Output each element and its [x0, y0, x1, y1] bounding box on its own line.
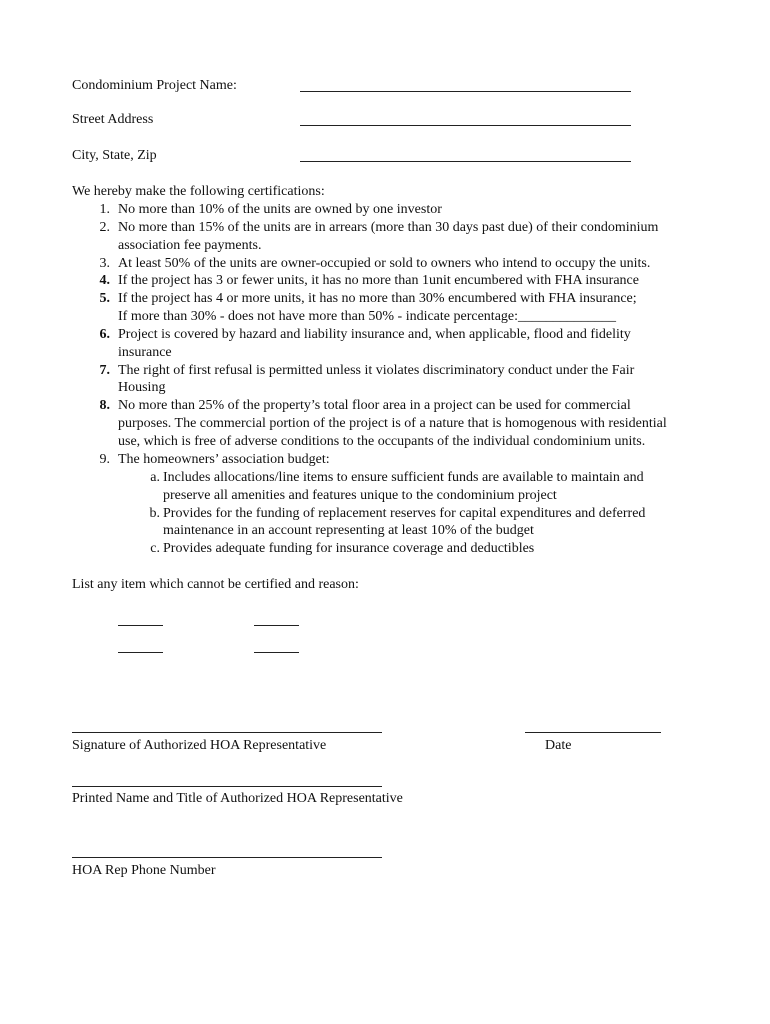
- subitem-text: Provides for the funding of replacement reserves for capital expenditures and deferred: [163, 506, 646, 521]
- subitem-letter: b.: [149, 506, 160, 521]
- item-text: association fee payments.: [118, 238, 262, 253]
- date-label: Date: [545, 738, 572, 753]
- certifications-intro: We hereby make the following certifications:: [72, 184, 325, 199]
- date-field[interactable]: [525, 732, 661, 733]
- street-address-label: Street Address: [72, 112, 154, 127]
- subitem-text: maintenance in an account representing at least 10% of the budget: [163, 523, 534, 538]
- exception-reason-field[interactable]: [254, 625, 299, 626]
- exception-reason-field[interactable]: [254, 652, 299, 653]
- phone-label: HOA Rep Phone Number: [72, 863, 216, 878]
- item-number: 6.: [99, 327, 110, 342]
- exceptions-label: List any item which cannot be certified and reason:: [72, 577, 359, 592]
- item-text: use, which is free of adverse conditions to the occupants of the individual condominium units.: [118, 434, 646, 449]
- signature-label: Signature of Authorized HOA Representative: [72, 738, 327, 753]
- subitem-letter: a.: [150, 470, 160, 485]
- subitem-letter: c.: [150, 541, 160, 556]
- item-number: 3.: [99, 256, 110, 271]
- item-text: No more than 15% of the units are in arrears (more than 30 days past due) of their condominium: [118, 220, 659, 235]
- item-text: The right of first refusal is permitted unless it violates discriminatory conduct under the Fair: [118, 363, 635, 378]
- street-address-field[interactable]: [300, 125, 631, 126]
- signature-field[interactable]: [72, 732, 382, 733]
- item-text: purposes. The commercial portion of the project is of a nature that is homogenous with residential: [118, 416, 667, 431]
- item-text: insurance: [118, 345, 172, 360]
- item-number: 5.: [99, 291, 110, 306]
- percentage-field[interactable]: If more than 30% - does not have more than 50% - indicate percentage:______________: [118, 309, 617, 324]
- item-number: 1.: [99, 202, 110, 217]
- subitem-text: Includes allocations/line items to ensure sufficient funds are available to maintain and: [163, 470, 644, 485]
- item-text: No more than 25% of the property’s total floor area in a project can be used for commercial: [118, 398, 631, 413]
- item-number: 2.: [99, 220, 110, 235]
- city-state-zip-field[interactable]: [300, 161, 631, 162]
- exception-item-field[interactable]: [118, 625, 163, 626]
- printed-name-label: Printed Name and Title of Authorized HOA Representative: [72, 791, 403, 806]
- exception-item-field[interactable]: [118, 652, 163, 653]
- item-number: 8.: [99, 398, 110, 413]
- item-text: Housing: [118, 380, 166, 395]
- item-text: If the project has 4 or more units, it has no more than 30% encumbered with FHA insurance;: [118, 291, 637, 306]
- item-number: 9.: [99, 452, 110, 467]
- phone-field[interactable]: [72, 857, 382, 858]
- subitem-text: Provides adequate funding for insurance coverage and deductibles: [163, 541, 535, 556]
- city-state-zip-label: City, State, Zip: [72, 148, 157, 163]
- project-name-field[interactable]: [300, 91, 631, 92]
- item-number: 4.: [99, 273, 110, 288]
- printed-name-field[interactable]: [72, 786, 382, 787]
- subitem-text: preserve all amenities and features unique to the condominium project: [163, 488, 557, 503]
- item-text: If the project has 3 or fewer units, it has no more than 1unit encumbered with FHA insurance: [118, 273, 639, 288]
- item-text: No more than 10% of the units are owned by one investor: [118, 202, 442, 217]
- item-text: Project is covered by hazard and liability insurance and, when applicable, flood and fidelity: [118, 327, 631, 342]
- project-name-label: Condominium Project Name:: [72, 78, 237, 93]
- item-text: At least 50% of the units are owner-occupied or sold to owners who intend to occupy the units.: [118, 256, 651, 271]
- item-number: 7.: [99, 363, 110, 378]
- item-text: The homeowners’ association budget:: [118, 452, 330, 467]
